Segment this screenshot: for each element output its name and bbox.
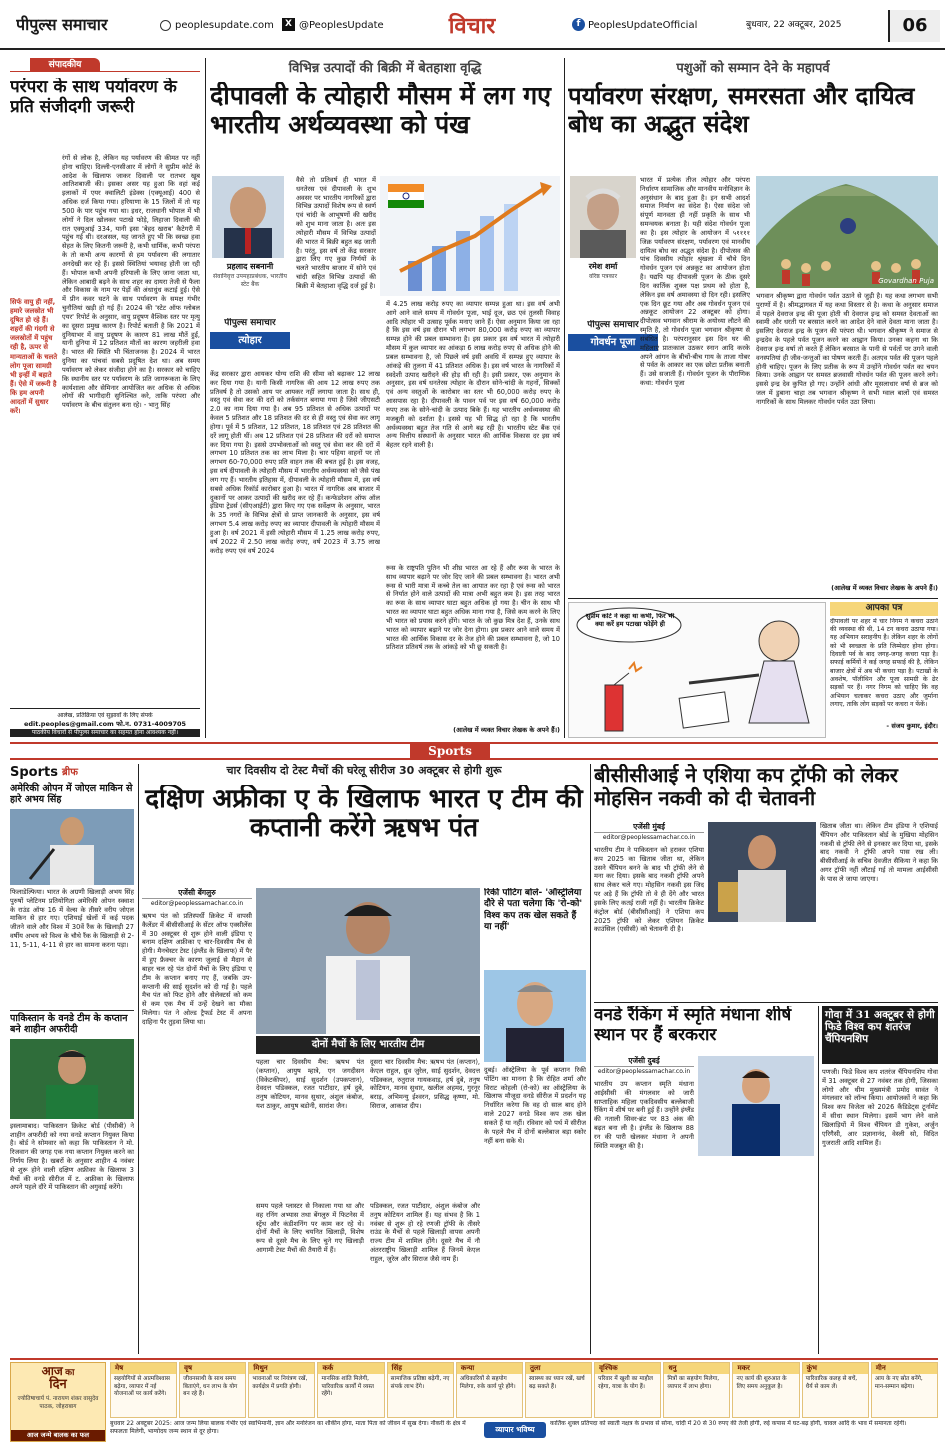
rashi-name: मेष bbox=[111, 1363, 176, 1374]
cartoon-bubble: सुप्रीम कोर्ट ने कहा था कभी, फिर भी क्या करें हम पटाखा फोड़ेंगे ही bbox=[585, 613, 675, 628]
bcci-body: भारतीय टीम ने पाकिस्तान को हराकर एशिया कप 2025 का खिताब जीता था, लेकिन उसने चैंपियन बनने के बाद भी ट्रॉफी लेने से मना कर दिया। इसके बाद नकवी ट्रॉफी अपने साथ लेकर चले गए। मोहसिन नकवी इस जिद पर अड़े हैं कि ट्रॉफी तो वे ही देंगे और भारत इसके लिए कतई राजी नहीं है। भारतीय क्रिकेट कंट्रोल बोर्ड (बीसीसीआई) ने एशिया कप 2025 ट्रॉफी को लेकर एशियन क्रिकेट काउंसिल (एसीसी) को चेतावनी दी है। bbox=[594, 846, 704, 934]
diwali-headline: दीपावली के त्योहारी मौसम में लग गए भारतीय अर्थव्यवस्था को पंख bbox=[210, 82, 551, 139]
horoscope-pandit: ज्योतिषाचार्य पं. नारायण शंकर वासुदेव पाठक, जोहराबाग bbox=[17, 1396, 99, 1410]
sports-banner-label: Sports bbox=[410, 744, 490, 758]
sports-brief-label: ब्रीफ bbox=[61, 767, 78, 779]
goa-body: पणजी। फिडे विश्व कप शतरंज चैंपियनशिप गोवा में 31 अक्टूबर से 27 नवंबर तक होगी, जिसका लोगो और थीम मुख्यमंत्री प्रमोद सावंत ने मंगलवार को लॉन्च किया। आयोजकों ने कहा कि विश्व कप विजेता को 2026 कैंडिडेट्स टूर्नामेंट में सीधा स्थान मिलेगा। इसमें भाग लेने वाले खिलाड़ियों में विश्व चैंपियन डी गुकेश, अर्जुन एरिगैसी, आर प्रज्ञानानंद, वेस्ली सो, विदित गुजराती आदि शामिल हैं। bbox=[822, 1068, 938, 1147]
editorial-side-note: सिर्फ वायु ही नहीं, हमारे जलस्रोत भी दूषित हो रहे हैं। शहरों की गंदगी से जलस्रोतों में पहुंच रही है, ऊपर से मान्यताओं के चलते लोग पूजा सामग्री भी इन्हीं में बहाते हैं। ऐसे में जरूरी है कि हम अपनी आदतों में सुधार करें। bbox=[10, 298, 58, 416]
rashi-cell bbox=[663, 1362, 730, 1418]
rashi-cell bbox=[802, 1362, 869, 1418]
facebook-handle[interactable]: PeoplesUpdateOfficial bbox=[588, 20, 698, 31]
goa-headline: गोवा में 31 अक्टूबर से होगी फिडे विश्व कप शतरंज चैंपियनशिप bbox=[822, 1006, 938, 1064]
pant-body-2: समय पहले प्लास्टर से निकाला गया था और वह रनिंग अभ्यास तथा बेंगलुरु में फिटनेस में स्ट्रेंथ और कंडीशनिंग पर काम कर रहे थे। दोनों मैचों के लिए चयनित खिलाड़ी, विशेष रूप से दूसरे मैच के लिए चुने गए खिलाड़ी आगामी टेस्ट मैचों की तैयारी में हैं। bbox=[256, 1202, 364, 1255]
pant-byline: एजेंसी बेंगलुरु bbox=[142, 888, 252, 899]
brief2-body: इस्लामाबाद। पाकिस्तान क्रिकेट बोर्ड (पीसीबी) ने शाहीन अफरीदी को नया वनडे कप्तान नियुक्त किया है। बोर्ड ने सोमवार को कहा कि पाकिस्तान ने मो. रिजवान की जगह एक नया कप्तान नियुक्त करने का निर्णय लिया है। खबरों के अनुसार शाहीन 4 नवंबर से शुरू होने वाली दक्षिण अफ्रीका के खिलाफ 3 मैचों की वनडे सीरीज में ट. अफ्रीका के खिलाफ अपने पहले दौरे में पाकिस्तान की अगुवाई करेंगे। bbox=[10, 1121, 134, 1192]
author2-photo bbox=[570, 176, 636, 258]
pant-article bbox=[142, 764, 586, 1354]
rashi-cell bbox=[732, 1362, 799, 1418]
horoscope-child: आज जन्मे बालक का फल bbox=[11, 1430, 105, 1441]
brief1-body: फिलाडेल्फिया। भारत के अग्रणी खिलाड़ी अभय सिंह पुरुषों प्लेटिनम प्रतियोगिता अमेरिकी ओपन स्क्वाश के राउंड ऑफ 16 में वेल्स के तीसरे वरीय जोएल माकिन से हार गए। एशियाई खेलों में कई पदक जीतने वाले और विश्व में 30वें रैंक के खिलाड़ी 27 वर्षीय अभय को विश्व के चौथे रैंक के खिलाड़ी से 2-11, 5-11, 4-11 से हार का सामना करना पड़ा। bbox=[10, 887, 134, 949]
bcci-headline: बीसीसीआई ने एशिया कप ट्रॉफी को लेकर मोहसिन नकवी को दी चेतावनी bbox=[594, 764, 898, 810]
author-name: प्रहलाद सबनानी bbox=[226, 262, 274, 271]
rashi-name: मिथुन bbox=[249, 1363, 314, 1374]
masthead bbox=[0, 0, 945, 50]
bcci-article bbox=[594, 764, 938, 1000]
govardhan-col1: भारत में प्रत्येक तीज त्योहार और परंपरा निर्धारण सामाजिक और मानवीय मनोविज्ञान के अनुसंधान के बाद हुआ है। इन सभी आदर्श समाज निर्माण का संदेश है। ऐसा संदेश जो संपूर्ण मानवता ही नहीं प्रकृति के साथ भी समन्वयक बनाता है। यही संदेश गोवर्धन पूजा का है। इस त्योहार के आयोजन में ५११११ जिक्र पर्यावरण संरक्षण, पर्यावरण एवं मानवीय दायित्व बोध का अद्भुत संदेश है। दीपोत्सव की पांच दिवसीय त्योहार श्रृंखला में चौथे दिन गोवर्धन पूजन एवं अन्नकूट का आयोजन होता है। यद्यपि यह दीपावली पूजन के ठीक दूसरे दिन कार्तिक शुक्ल पक्ष प्रथम को होता है, लेकिन इस वर्ष अमावस्या दो दिन रही। इसलिए एक दिन छूट गया और अब गोवर्धन पूजन एवं अन्नकूट आयोजन 22 अक्टूबर को होगा। दीपोत्सव भगवान श्रीराम के अयोध्या लौटने की स्मृति है, तो गोवर्धन पूजा भगवान श्रीकृष्ण से संबंधित है। परंपरानुसार इस दिन घर की महिलाएं प्रातःकाल उठकर स्नान आदि करके अपने आंगन के बीचों-बीच गाय के ताजा गोबर से पर्वत के आकार का एक छोटा प्रतीक बनाती हैं। उसे सजाती हैं। गोवर्धन पूजन के पौराणिक कथा: गोवर्धन पूजा bbox=[640, 176, 750, 388]
diwali-footer: (आलेख में व्यक्त विचार लेखक के अपने हैं।) bbox=[453, 726, 560, 734]
festival-tag-label: त्योहार bbox=[210, 332, 290, 349]
editorial-footer-email[interactable]: edit.peoples@gmail.com फो.न. 0731-4009705 bbox=[23, 720, 187, 728]
pant-headline: दक्षिण अफ्रीका ए के खिलाफ भारत ए टीम की कप्तानी करेंगे ऋषभ पंत bbox=[145, 784, 583, 844]
pant-kicker: चार दिवसीय दो टेस्ट मैचों की घरेलू सीरीज 30 अक्टूबर से होगी शुरू bbox=[226, 764, 502, 777]
govardhan-tag-logo: पीपुल्स समाचार bbox=[587, 320, 639, 330]
rashi-cell bbox=[317, 1362, 384, 1418]
horoscope-bottom: बुधवार 22 अक्टूबर 2025: आज जन्म लिया बालक गंभीर एवं स्वाभिमानी, ज्ञान और मनोरंजन का शौकीन होगा, माता पिता को जीवन में सुख देगा। नौकरी के क्षेत्र में सफलता मिलेगी, भाग्योदय जन्म स्थान से दूर होगा। bbox=[110, 1420, 466, 1435]
page-number: 06 bbox=[888, 10, 940, 42]
ponting-quote: रिकी पोंटिंग बोले- 'ऑस्ट्रेलिया दौरे से पता चलेगा कि 'रो-को' विश्व कप तक खेल सकते हैं या नहीं' bbox=[484, 888, 583, 932]
diwali-col1: वैसे तो प्रतिवर्ष ही भारत में धनतेरस एवं दीपावली के शुभ अवसर पर भारतीय नागरिकों द्वारा विभिन्न उत्पादों विशेष रूप से स्वर्ण एवं चांदी के आभूषणों की खरीद को शुभ माना जाता है। अतः इस त्योहारी मौसम में विभिन्न उत्पादों की भारत में बिक्री बहुत बढ़ जाती है। परंतु, इस वर्ष तो केंद्र सरकार द्वारा लिए गए कुछ निर्णयों के चलते भारतीय बाजार में सोने एवं चांदी सहित विभिन्न उत्पादों की बिक्री में बेतहाशा वृद्धि दर्ज हुई है। bbox=[296, 176, 376, 290]
pant-email[interactable]: editor@peoplessamachar.co.in bbox=[150, 900, 244, 907]
mandhana-body: भारतीय उप कप्तान स्मृति मंधाना आईसीसी की मंगलवार को जारी साप्ताहिक महिला एकदिवसीय बल्लेबाजी रैंकिंग में शीर्ष पर बनी हुई हैं। उन्होंने इंग्लैंड की नताली सिवर-ब्रंट पर 83 अंक की बढ़त बना ली है। इंग्लैंड के खिलाफ 88 रन की पारी खेलकर मंधाना ने अपनी स्थिति मजबूत की है। bbox=[594, 1080, 694, 1150]
horoscope-title-box bbox=[10, 1362, 106, 1442]
author2-role: वरिष्ठ पत्रकार bbox=[588, 273, 618, 280]
twitter-handle[interactable]: @PeoplesUpdate bbox=[299, 20, 384, 31]
facebook-icon: f bbox=[572, 18, 585, 31]
govardhan-headline: पर्यावरण संरक्षण, समरसता और दायित्व बोध का अद्भुत संदेश bbox=[568, 82, 915, 138]
bcci-photo bbox=[708, 822, 816, 922]
squad-headline: दोनों मैचों के लिए भारतीय टीम bbox=[256, 1036, 480, 1054]
rashi-name: धनु bbox=[664, 1363, 729, 1374]
rashi-name: कर्क bbox=[318, 1363, 383, 1374]
date: बुधवार, 22 अक्टूबर, 2025 bbox=[746, 20, 842, 30]
rashi-cell bbox=[871, 1362, 938, 1418]
horoscope-title-c: दिन bbox=[49, 1377, 67, 1393]
squad-second: दूसरा चार दिवसीय मैच: ऋषभ पंत (कप्तान), केएल राहुल, ध्रुव जुरेल, साई सुदर्शन, देवदत्त पडिक्कल, रुतुराज गायकवाड़, हर्ष दुबे, तनुष कोटियन, मानव सुथार, खलील अहमद, गुरनूर बराड़, अभिमन्यु ईश्वरन, प्रसिद्ध कृष्णा, मो. सिराज, आकाश दीप। bbox=[370, 1058, 480, 1111]
bcci-byline: एजेंसी मुंबई bbox=[594, 822, 704, 833]
rashi-name: तुला bbox=[526, 1363, 591, 1374]
bcci-body-2: खिताब जीता था। लेकिन टीम इंडिया ने एशियाई चैंपियन और पाकिस्तान बोर्ड के मुखिया मोहसिन नकवी से ट्रॉफी लेने से इनकार कर दिया था, इसके बाद नकवी ने ट्रॉफी अपने पास रख ली। बीसीसीआई के सचिव देवजीत सैकिया ने कहा कि अगर ट्रॉफी नहीं लौटाई गई तो मामला आईसीसी के पास ले जाया जाएगा। bbox=[820, 822, 938, 883]
squad-first: पहला चार दिवसीय मैच: ऋषभ पंत (कप्तान), आयुष म्हात्रे, एन जगदीसन (विकेटकीपर), साई सुदर्शन (उपकप्तान), देवदत्त पडिक्कल, रजत पाटीदार, हर्ष दुबे, तनुष कोटियन, मानव सुथार, अंशुल कंबोज, यश ठाकुर, आयुष बडोनी, सारांश जैन। bbox=[256, 1058, 364, 1111]
rashi-text: परिवार में खुशी का माहौल रहेगा, यात्रा के योग हैं। bbox=[598, 1376, 653, 1390]
bcci-email[interactable]: editor@peoplessamachar.co.in bbox=[602, 834, 696, 841]
mandhana-email[interactable]: editor@peoplessamachar.co.in bbox=[597, 1068, 691, 1075]
horoscope-title-b: का bbox=[65, 1368, 75, 1378]
business-forecast-label: व्यापार भविष्य bbox=[484, 1422, 546, 1438]
rashi-text: मित्रों का सहयोग मिलेगा, व्यापार में लाभ होगा। bbox=[667, 1376, 720, 1390]
rashi-cell bbox=[594, 1362, 661, 1418]
letters-box bbox=[830, 602, 938, 738]
editorial-disclaimer: पाठकीय विचारों से पीपुल्स समाचार का सहमत होना आवश्यक नहीं। bbox=[10, 729, 200, 737]
govardhan-kicker: पशुओं को सम्मान देने के महापर्व bbox=[676, 61, 830, 76]
rashi-text: आय के नए स्रोत बनेंगे, मान-सम्मान बढ़ेगा। bbox=[874, 1376, 923, 1390]
diwali-col2: केंद्र सरकार द्वारा आयकर योग्य राशि की सीमा को बढ़ाकर 12 लाख कर दिया गया है। यानी किसी नागरिक की आय 12 लाख रुपए तक प्रतिवर्ष है तो उसको आय पर आयकर नहीं लगाया जाता है। साथ ही, वस्तु एवं सेवा कर की दरों को तर्कसंगत बनाया गया है जिसे जीएसटी 2.0 का नाम दिया गया है। अब 95 प्रतिशत से अधिक उत्पादों पर केवल 5 प्रतिशत और 18 प्रतिशत की दर से ही वस्तु एवं सेवा कर लागू होगा। पूर्व में 5 प्रतिशत, 12 प्रतिशत, 18 प्रतिशत एवं 28 प्रतिशत की दरें लागू होती थीं। अब 12 प्रतिशत एवं 28 प्रतिशत की दरों को समाप्त कर दिया गया है। इससे उपभोक्ताओं को वस्तु एवं सेवा कर की दरों में लगभग 10 प्रतिशत तक का लाभ मिला है। चार पहिया वाहनों पर तो लगभग 60-70,000 रुपए प्रति वाहन तक की बचत हुई है। इस वजह, इस वर्ष दीपावली के त्योहारी मौसम में भारतीय अर्थव्यवस्था को जैसे पंख लग गए हैं। भारतीय इतिहास में, दीपावली के त्योहारी मौसम में, इस वर्ष सबसे अधिक रिकॉर्ड कारोबार हुआ है। भारत में नागरिक अब बाजार में दुकानों पर आकर उत्पादों की खरीद कर रहे हैं। कन्फेडरेशन ऑफ ऑल इंडिया ट्रेडर्स (सीएआईटी) द्वारा किए गए एक सर्वेक्षण के अनुसार, भारत के 35 नगरों के विभिन्न क्षेत्रों से प्राप्त जानकारी के अनुसार, इस वर्ष लगभग 5.4 लाख करोड़ रुपए का व्यापार दीपावली के त्योहारी मौसम में हुआ है। वर्ष 2021 में इसी त्योहारी मौसम में 1.25 लाख करोड़ रुपए, वर्ष 2022 में 2.50 लाख करोड़ रुपए, वर्ष 2023 में 3.75 लाख करोड़ रुपए एवं वर्ष 2024 bbox=[210, 370, 380, 555]
mandhana-photo bbox=[698, 1056, 814, 1156]
sports-banner bbox=[10, 742, 938, 760]
rashi-text: नए कार्य की शुरुआत के लिए समय अनुकूल है। bbox=[736, 1376, 787, 1390]
rashi-name: मकर bbox=[733, 1363, 798, 1374]
rashi-name: सिंह bbox=[388, 1363, 453, 1374]
pant-body: ऋषभ पंत को प्रतिस्पर्धी क्रिकेट में वापसी कैलेंडर में बीसीसीआई के सेंटर ऑफ एक्सीलेंस में 30 अक्टूबर से शुरू होने वाली इंडिया ए बनाम दक्षिण अफ्रीका ए चार-दिवसीय मैच से होगी। मैनचेस्टर टेस्ट (इंग्लैंड के खिलाफ) में पैर में हुए फ्रैक्चर के कारण जुलाई से मैदान से बाहर चल रहे पंत दोनों मैचों के लिए इंडिया ए टीम के कप्तान बनाए गए हैं, जबकि उप-कप्तानी की साई सुदर्शन को दी गई है। पहले मैच पंत को फिट होने और सेलेक्टर्स को कम से कम एक मैच में उन्हें देखने का मौका मिलेगा। पंत ने ओल्ड ट्रैफर्ड टेस्ट में अपना दाहिना पैर तुड़वा लिया था। bbox=[142, 912, 252, 1026]
govardhan-article bbox=[568, 58, 938, 598]
rashi-cell bbox=[110, 1362, 177, 1418]
rashi-name: मीन bbox=[872, 1363, 937, 1374]
rashi-cell bbox=[456, 1362, 523, 1418]
web-icon bbox=[160, 20, 171, 31]
rashi-cell bbox=[179, 1362, 246, 1418]
govardhan-painting bbox=[756, 176, 938, 288]
author-role: सेवानिवृत्त उपमहाप्रबंधक, भारतीय स्टेट बैंक bbox=[213, 273, 287, 288]
diwali-col4: रूस के राष्ट्रपति पुतिन भी शीघ्र भारत आ रहे हैं और रूस के भारत के साथ व्यापार बढ़ाने पर जोर दिए जाने की प्रबल सम्भावना है। भारत अभी रूस से भारी मात्रा में कच्चे तेल का आयात कर रहा है एवं रूस को भारत से निर्यात होने वाले उत्पादों की मात्रा अभी बहुत कम है। इस तरह भारत का रूस के साथ व्यापार घाटा बहुत अधिक हो गया है। चीन के साथ भी भारत का व्यापार घाटा बहुत अधिक माना गया है, जिसे कम करने के लिए भी भारत को प्रयास करने होंगे। भारत के जो कुछ मित्र देश हैं, उनके साथ भारत को व्यापार बढ़ाने पर जोर देना होगा। इस प्रकार आने वाले समय में भारत की आर्थिक विकास दर के तेज होने की प्रबल सम्भावना है, जो 10 प्रतिशत प्रतिवर्ष तक के आंकड़े को भी छू सकती है। bbox=[386, 564, 560, 652]
masthead-logo: पीपुल्स समाचार bbox=[16, 15, 108, 34]
ponting-body: दुबई। ऑस्ट्रेलिया के पूर्व कप्तान रिकी पोंटिंग का मानना है कि रोहित शर्मा और विराट कोहली (रो-को) का ऑस्ट्रेलिया के खिलाफ मौजूदा वनडे सीरीज में प्रदर्शन यह निर्धारित करेगा कि वह दो साल बाद होने वाले 2027 वनडे विश्व कप तक खेल सकते हैं या नहीं। रविवार को पर्थ में सीरीज के पहले मैच में दोनों बल्लेबाज बड़ा स्कोर नहीं बना सके थे। bbox=[484, 1066, 586, 1145]
cartoon bbox=[568, 602, 826, 738]
pant-body-3: पडिक्कल, रजत पाटीदार, अंशुल कंबोज और तनुष कोटियन शामिल हैं। यह संभव है कि 1 नवंबर से शुरू हो रहे रणजी ट्रॉफी के तीसरे राउंड के मैचों से पहले खिलाड़ी वापस अपनी राज्य टीम में शामिल होंगे। दूसरे मैच में नौ अंतरराष्ट्रीय खिलाड़ी शामिल हैं जिनमें केएल राहुल, जुरेल और सिराज जैसे नाम हैं। bbox=[370, 1202, 480, 1263]
letters-signature: - संजय कुमार, इंदौर। bbox=[886, 721, 938, 730]
govardhan-col2: भगवान श्रीकृष्ण द्वारा गोवर्धन पर्वत उठाने से जुड़ी है। यह कथा लगभग सभी पुराणों में है। श्रीमद्भागवत में यह कथा विस्तार से है। कथा के अनुसार समाज में पहले देवराज इन्द्र की पूजा होती थी देवराज इन्द्र को समस्त देवताओं का स्वामी और धरती पर बरसात करने का आदेश देने वाले देवता माना जाता है। इसलिए देवराज इन्द्र के पूजन की परंपरा थी। भगवान श्रीकृष्ण ने समाज से इन्द्रदेव के पहले पर्वत पूजन करने का आह्वान किया। उनका कहना था कि देवराज इन्द्र वर्षा तो करते हैं लेकिन बरसात के पानी से पर्वतों पर उगने वाली वनस्पतियां ही जीव-जन्तुओं का पोषण करती हैं। अतएव पर्वत की पूजन पहले होनी चाहिए। पूजन के लिए प्रतीक के रूप में उन्होंने गोवर्धन पर्वत का चयन किया। उनके आह्वान पर समस्त ब्रजवासी गोवर्धन पर्वत की पूजन करने लगे। इससे इन्द्र देव कुपित हो गए। उन्होंने आंधी और मूसलाधार वर्षा से ब्रज को जल में डुबाना चाहा तब भगवान श्रीकृष्ण ने सभी ग्वाल बालों एवं समस्त नागरिकों के साथ मिलकर गोवर्धन पर्वत उठा लिया। bbox=[756, 292, 938, 406]
govardhan-footer: (आलेख में व्यक्त विचार लेखक के अपने हैं।) bbox=[831, 584, 938, 592]
diwali-col3: में 4.25 लाख करोड़ रुपए का व्यापार सम्पन्न हुआ था। इस वर्ष अभी आगे आने वाले समय में गोवर्धन पूजा, भाई दूज, छठ एवं तुलसी विवाह आदि त्योहार भी उत्साह पूर्वक मनाए जाने हैं। ऐसा अनुमान किया जा रहा है कि इस वर्ष इस दौरान भी लगभग 80,000 करोड़ रुपए का व्यापार सम्पन्न होने की प्रबल सम्भावना है। इस प्रकार इस वर्ष भारत में त्योहारी मौसम में कुल व्यापार का आंकड़ा 6 लाख करोड़ रुपए से अधिक होने की प्रबल सम्भावना है, जो पिछले वर्ष इसी अवधि में सम्पन्न हुए व्यापार के आंकड़े की तुलना में 41 प्रतिशत अधिक है। इस वर्ष भारत के नागरिकों में स्वदेशी उत्पाद खरीदने की होड़ सी रही है। इसी प्रकार, एक अनुमान के अनुसार, इस वर्ष धनतेरस त्योहार के दौरान सोने-चांदी के गहनों, सिक्कों एवं अन्य वस्तुओं के कारोबार का स्तर भी 60,000 करोड़ रुपए के आसपास रहा है। दीपावली के पावन पर्व पर इस वर्ष 60,000 करोड़ रुपए तक के सोने-चांदी के उत्पाद बिके हैं। यह भारतीय अर्थव्यवस्था की मजबूती को दर्शाता है। इससे यह भी सिद्ध हो रहा है कि भारतीय अर्थव्यवस्था बहुत तेज गति से आगे बढ़ रही है। भारतीय स्टेट बैंक एवं अन्य वित्तीय संस्थानों के अनुसार भारत की आर्थिक विकास दर इस वर्ष बेहतर रहने वाली है। bbox=[386, 300, 560, 450]
pant-photo bbox=[256, 888, 480, 1034]
govardhan-tag-label: गोवर्धन पूजा bbox=[568, 334, 658, 351]
editorial-label: संपादकीय bbox=[30, 58, 100, 72]
brief1-photo bbox=[10, 809, 134, 885]
author-photo bbox=[212, 176, 284, 258]
sports-brief-logo: Sports bbox=[10, 765, 58, 781]
rashi-text: स्वास्थ्य का ध्यान रखें, खर्च बढ़ सकते हैं। bbox=[528, 1376, 585, 1390]
brief2-photo bbox=[10, 1039, 134, 1119]
brief1-headline: अमेरिकी ओपन में जोएल माकिन से हारे अभय सिंह bbox=[10, 783, 133, 805]
rashi-text: जीवनसाथी के साथ समय बिताएंगे, धन लाभ के योग बन रहे हैं। bbox=[183, 1376, 238, 1398]
rashi-name: कुंभ bbox=[803, 1363, 868, 1374]
rashi-name: वृष bbox=[180, 1363, 245, 1374]
horoscope-section bbox=[10, 1358, 938, 1442]
editorial-section bbox=[10, 58, 200, 738]
x-icon: X bbox=[282, 18, 295, 31]
rashi-text: मानसिक शांति मिलेगी, पारिवारिक कार्यों में व्यस्त रहेंगे। bbox=[321, 1376, 374, 1398]
mandhana-headline: वनडे रैंकिंग में स्मृति मंधाना शीर्ष स्थान पर हैं बरकरार bbox=[594, 1006, 792, 1045]
sports-brief bbox=[10, 764, 134, 1354]
rashi-text: भावनाओं पर नियंत्रण रखें, कार्यक्षेत्र में प्रगति होगी। bbox=[252, 1376, 308, 1390]
rashi-text: पारिवारिक कलह से बचें, धैर्य से काम लें। bbox=[805, 1376, 858, 1390]
letters-title: आपका पत्र bbox=[830, 602, 938, 616]
author2-name: रमेश शर्मा bbox=[588, 262, 618, 271]
rashi-name: वृश्चिक bbox=[595, 1363, 660, 1374]
goa-article bbox=[822, 1006, 938, 1354]
rashi-text: सामाजिक प्रतिष्ठा बढ़ेगी, नए संपर्क लाभ देंगे। bbox=[390, 1376, 450, 1390]
rashi-cell bbox=[387, 1362, 454, 1418]
festival-tag-logo: पीपुल्स समाचार bbox=[224, 318, 276, 328]
ponting-photo bbox=[484, 970, 586, 1062]
mandhana-byline: एजेंसी दुबई bbox=[594, 1056, 694, 1067]
rashi-cell bbox=[525, 1362, 592, 1418]
festival-tag bbox=[210, 318, 290, 358]
mandhana-article bbox=[594, 1006, 814, 1354]
diwali-article bbox=[210, 58, 560, 738]
letters-body: दीपावली पर शहर में चार निगम ने कचरा उठाने की व्यवस्था की थी, 14 टन कचरा उठाया गया। यह अभियान सराहनीय है। लेकिन शहर के लोगों को भी स्वच्छता के प्रति जिम्मेदार होना होगा। दिवाली पर्व के बाद जगह-जगह कचरा पड़ा है। सफाई कर्मियों ने कई जगह सफाई की है, लेकिन बाजार क्षेत्रों में अब भी कचरा पड़ा है। पटाखों के अवशेष, पॉलीथिन और पूजा सामग्री के ढेर सड़कों पर हैं। नगर निगम को चाहिए कि वह अभियान चलाकर कचरा उठाए और जुर्माना लगाए, ताकि लोग सड़कों पर कचरा न फेंकें। bbox=[830, 617, 938, 708]
rashi-grid bbox=[110, 1362, 938, 1418]
site-url[interactable]: peoplesupdate.com bbox=[175, 20, 274, 31]
editorial-footer-contact: आलेख, प्रतिक्रिया एवं सुझावों के लिए संपर्क bbox=[57, 712, 153, 719]
brief2-headline: पाकिस्तान के वनडे टीम के कप्तान बने शाहीन अफरीदी bbox=[10, 1010, 134, 1036]
section-title: विचार bbox=[448, 13, 496, 39]
business-forecast: कार्तिक शुक्ल प्रतिपदा को स्वाती नक्षत्र के प्रभाव से सोना, चांदी में 20 से 30 रुपए की तेजी होगी, रुई कपास में घट-बढ़ होगी, चावल आदि के भाव में समानता रहेगी। bbox=[550, 1420, 907, 1427]
rashi-cell bbox=[248, 1362, 315, 1418]
rashi-name: कन्या bbox=[457, 1363, 522, 1374]
editorial-headline: परंपरा के साथ पर्यावरण के प्रति संजीदगी जरूरी bbox=[10, 78, 177, 117]
economy-graphic bbox=[380, 176, 560, 296]
rashi-text: सहयोगियों से आत्मविश्वास बढ़ेगा, व्यापार में नई योजनाओं पर कार्य करेंगे। bbox=[114, 1376, 170, 1398]
editorial-body: रंगों से लोक है, लेकिन यह पर्यावरण की कीमत पर नहीं होना चाहिए। दिल्ली-एनसीआर में लोगों ने सुप्रीम कोर्ट के आदेश के खिलाफ जाकर दिवाली पर रातभर खूब आतिशबाजी की। इसका असर यह हुआ कि वहां कई इलाकों में एयर क्वालिटी इंडेक्स (एक्यूआई) 400 से अधिक दर्ज किया गया। हरियाणा के 15 जिलों में तो यह 500 के पार पहुंच गया था। इधर, राजधानी भोपाल में भी लोगों ने दिल खोलकर पटाखे फोड़े, लिहाजा दिवाली की रात एक्यूआई 334, यानी इसा 'बेहद खराब' कैटेगरी में पहुंच गई थी। दरअसल, यह जानते हुए भी कि स्वच्छ हवा सेहत के लिए कितनी जरूरी है, कभी धार्मिक, कभी परंपरा के तो कभी अन्य कारणों से हम पर्यावरण की लगातार अनदेखी कर रहे हैं। इससे स्थितियां भयावह होती जा रही हैं। भोपाल कभी अपनी हरियाली के लिए जाना जाता था, लेकिन आबादी बढ़ने के साथ शहर का दायरा तेजी से फैला और विकास के नाम पर पेड़ों की अंधाधुंध कटाई हुई। ऐसे में प्रीन कवर घटने के साथ पर्यावरण के समक्ष गंभीर चुनौतियां खड़ी हो गई हैं। 2024 की 'स्टेट ऑफ ग्लोबल एयर' रिपोर्ट के अनुसार, वायु प्रदूषण वैश्विक स्तर पर मृत्यु का दूसरा प्रमुख कारण है। रिपोर्ट बताती है कि 2021 में दुनियाभर में वायु प्रदूषण के कारण 81 लाख मौतें हुईं, यानी दुनिया में 12 प्रतिशत मौतों का कारण जहरीली हवा है। भारत की स्थिति भी चिंताजनक है। 2024 में भारत दुनिया का पांचवां सबसे प्रदूषित देश था। अब समय पर्यावरण को लेकर संजीदा होने का है। सरकार को चाहिए कि स्थानीय स्तर पर पर्यावरण के प्रति जागरूकता के लिए कार्यशाला और सेमिनार आयोजित कर अधिक से अधिक लोगों की भागीदारी सुनिश्चित करे, ताकि परंपरा और पर्यावरण के बीच संतुलन बना रहे। - भानु सिंह bbox=[62, 154, 200, 410]
diwali-kicker: विभिन्न उत्पादों की बिक्री में बेतहाशा वृद्धि bbox=[288, 61, 482, 76]
horoscope-title-a: आज bbox=[41, 1364, 63, 1378]
rashi-text: अधिकारियों से सहयोग मिलेगा, रुके कार्य पूरे होंगे। bbox=[459, 1376, 516, 1390]
painting-caption: Govardhan Puja bbox=[878, 276, 934, 285]
